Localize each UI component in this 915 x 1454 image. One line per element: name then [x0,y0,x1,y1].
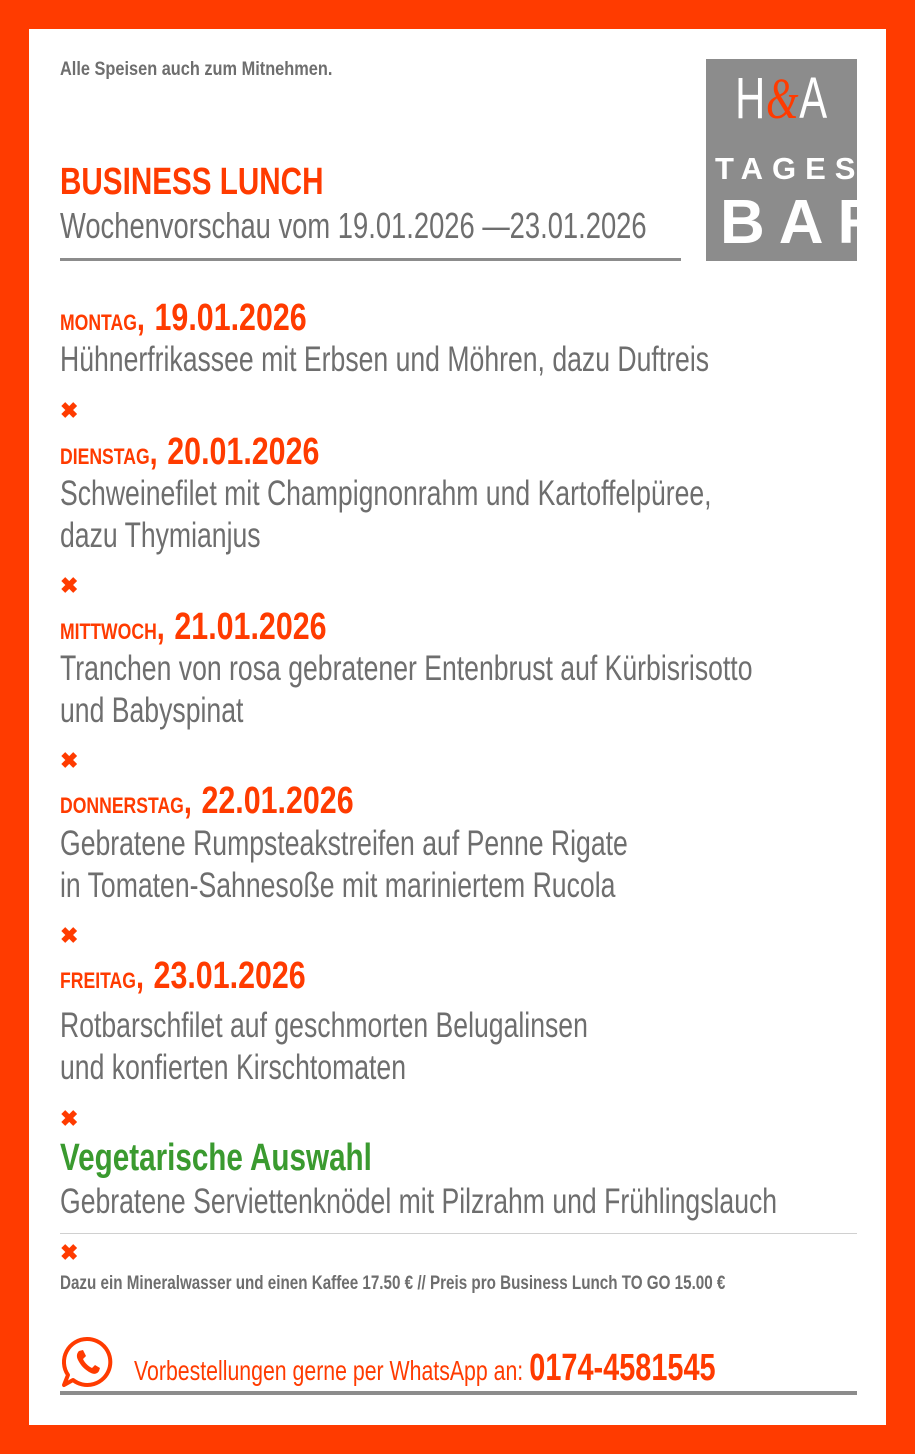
day-date: 21.01.2026 [174,606,327,648]
whatsapp-text: Vorbestellungen gerne per WhatsApp an: [134,1355,524,1386]
day-heading-thursday: DONNERSTAG, 22.01.2026 [60,780,354,822]
logo-bar: BAR [720,188,897,257]
separator-icon: ✖ [60,1106,79,1131]
separator-icon: ✖ [60,398,79,423]
price-note: Dazu ein Mineralwasser und einen Kaffee 17.50 € // Preis pro Business Lunch TO GO 15.00 € [60,1273,726,1294]
takeaway-note: Alle Speisen auch zum Mitnehmen. [60,59,333,80]
separator-icon: ✖ [60,1240,79,1265]
whatsapp-icon[interactable] [60,1335,114,1389]
dish-friday: Rotbarschfilet auf geschmorten Belugalinsen und konfierten Kirschtomaten [60,1006,588,1087]
divider [60,1233,857,1234]
footer-divider [60,1391,857,1395]
day-heading-monday: MONTAG, 19.01.2026 [60,297,307,339]
day-date: 23.01.2026 [153,955,306,997]
separator-icon: ✖ [60,573,79,598]
day-date: 22.01.2026 [201,780,354,822]
page-title: BUSINESS LUNCH [60,161,324,203]
dish-vegetarian: Gebratene Serviettenknödel mit Pilzrahm und Frühlingslauch [60,1182,778,1221]
day-date: 20.01.2026 [167,431,320,473]
day-heading-tuesday: DIENSTAG, 20.01.2026 [60,431,320,473]
logo-tages: TAGES [715,151,865,186]
header-divider [60,258,681,261]
logo-ha: H&A [735,66,828,131]
week-preview-subtitle: Wochenvorschau vom 19.01.2026 —23.01.2026 [60,205,647,246]
vegetarian-title: Vegetarische Auswahl [60,1137,372,1179]
dish-wednesday: Tranchen von rosa gebratener Entenbrust auf Kürbisrisotto und Babyspinat [60,649,753,730]
dish-monday: Hühnerfrikassee mit Erbsen und Möhren, dazu Duftreis [60,340,710,379]
dish-thursday: Gebratene Rumpsteakstreifen auf Penne Rigate in Tomaten-Sahnesoße mit mariniertem Rucola [60,824,628,905]
dish-tuesday: Schweinefilet mit Champignonrahm und Kartoffelpüree, dazu Thymianjus [60,474,712,555]
whatsapp-order-line [134,1347,716,1390]
whatsapp-phone-link[interactable]: 0174-4581545 [529,1347,716,1389]
day-date: 19.01.2026 [154,297,307,339]
separator-icon: ✖ [60,748,79,773]
day-heading-wednesday: MITTWOCH, 21.01.2026 [60,606,327,648]
menu-card [29,29,897,1425]
ha-tagesbar-logo [706,59,897,261]
day-heading-friday: FREITAG, 23.01.2026 [60,955,306,997]
separator-icon: ✖ [60,923,79,948]
